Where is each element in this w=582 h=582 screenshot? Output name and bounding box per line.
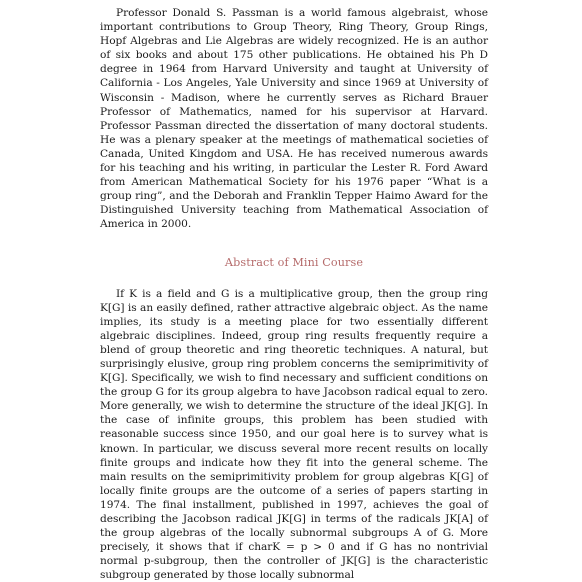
biography-paragraph: Professor Donald S. Passman is a world famous algebraist, whose important contributions to Group Theory, Ring Theory, Group Rings, Hopf Algebras and Lie Algebras are widely recognized. He is an author of six books and about 175 other publications. He obtained his Ph D degree in 1964 from Harvard University and taught at University of California - Los Angeles, Yale University and since 1969 at University of Wisconsin - Madison, where he currently serves as Richard Brauer Professor of Mathematics, named for his supervisor at Harvard. Professor Passman directed the dissertation of many doctoral students. He was a plenary speaker at the meetings of mathematical societies of Canada, United Kingdom and USA. He has received numerous awards for his teaching and his writing, in particular the Lester R. Ford Award from American Mathematical Society for his 1976 paper “What is a group ring”, and the Deborah and Franklin Tepper Haimo Award for the Distinguished University teaching from Mathematical Association of America in 2000. — [100, 6, 488, 232]
document-page — [100, 6, 488, 582]
section-heading: Abstract of Mini Course — [100, 256, 488, 269]
abstract-paragraph: If K is a field and G is a multiplicative group, then the group ring K[G] is an easily defined, rather attractive algebraic object. As the name implies, its study is a meeting place for two essentially different algebraic disciplines. Indeed, group ring results frequently require a blend of group theoretic and ring theoretic techniques. A natural, but surprisingly elusive, group ring problem concerns the semiprimitivity of K[G]. Specifically, we wish to find necessary and sufficient conditions on the group G for its group algebra to have Jacobson radical equal to zero. More generally, we wish to determine the structure of the ideal JK[G]. In the case of infinite groups, this problem has been studied with reasonable success since 1950, and our goal here is to survey what is known. In particular, we discuss several more recent results on locally finite groups and indicate how they fit into the general scheme. The main results on the semiprimitivity problem for group algebras K[G] of locally finite groups are the outcome of a series of papers starting in 1974. The final installment, published in 1997, achieves the goal of describing the Jacobson radical JK[G] in terms of the radicals JK[A] of the group algebras of the locally subnormal subgroups A of G. More precisely, it shows that if charK = p > 0 and if G has no nontrivial normal p-subgroup, then the controller of JK[G] is the characteristic subgroup generated by those locally subnormal — [100, 287, 488, 582]
